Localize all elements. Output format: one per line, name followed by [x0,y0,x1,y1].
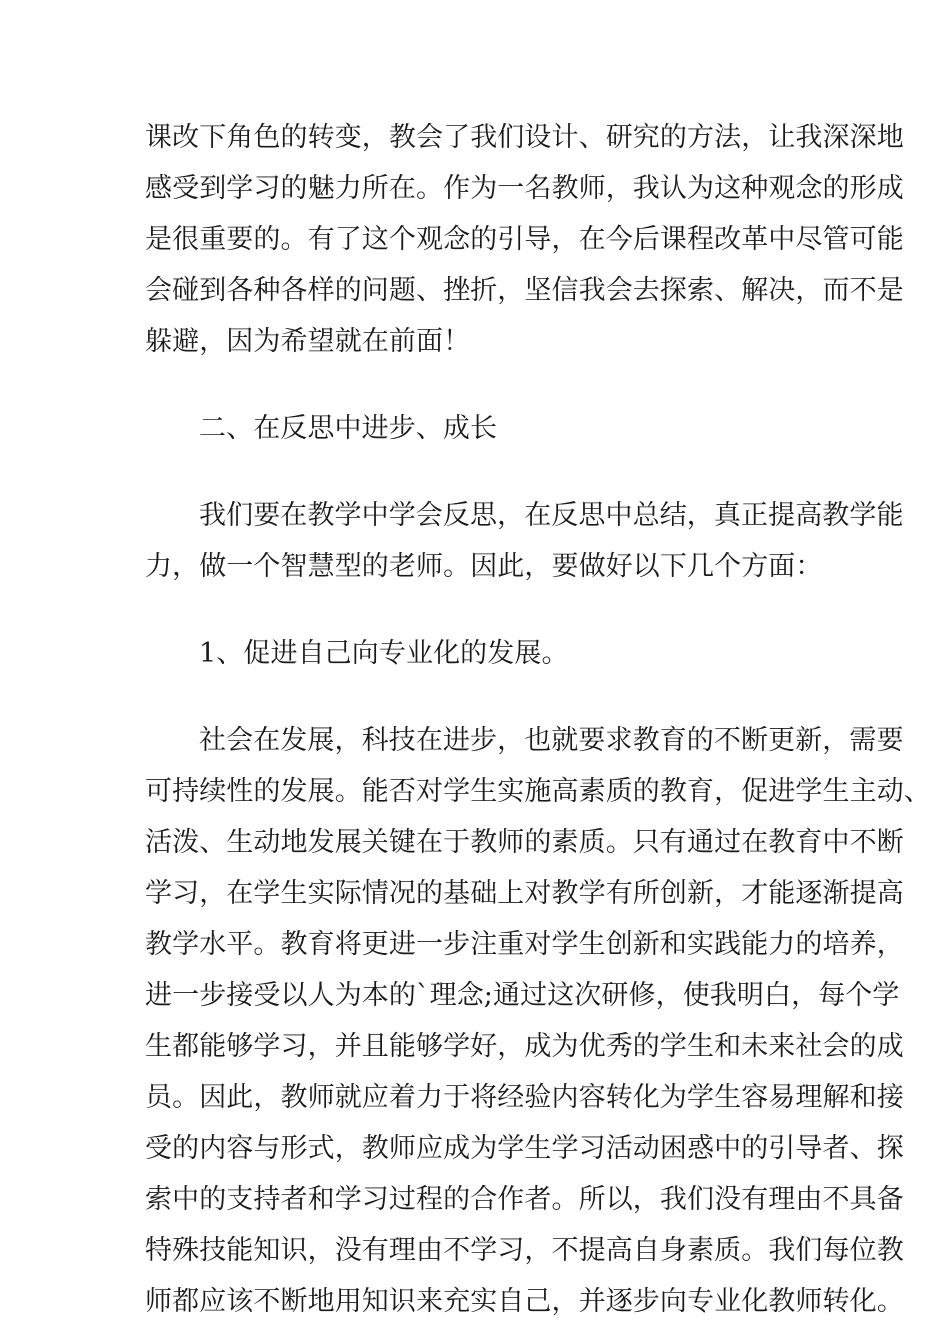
paragraph-1 [145,112,904,367]
text-line: 员。因此，教师就应着力于将经验内容转化为学生容易理解和接 [145,1082,904,1113]
paragraph-gap [145,367,810,403]
paragraph-gap [145,592,810,628]
text-line: 力，做一个智慧型的老师。因此，要做好以下几个方面： [145,551,823,582]
section-heading [145,403,810,454]
text-line: 躲避，因为希望就在前面！ [145,326,471,357]
text-line: 受的内容与形式，教师应成为学生学习活动困惑中的引导者、探 [145,1133,904,1164]
text-line: 师都应该不断地用知识来充实自己，并逐步向专业化教师转化。 [145,1286,904,1317]
text-line: 教学水平。教育将更进一步注重对学生创新和实践能力的培养， [145,929,904,960]
text-line: 我们要在教学中学会反思，在反思中总结，真正提高教学能 [199,500,904,531]
text-line: 可持续性的发展。能否对学生实施高素质的教育，促进学生主动、 [145,776,931,807]
text-line: 学习，在学生实际情况的基础上对教学有所创新，才能逐渐提高 [145,878,904,909]
text-line: 是很重要的。有了这个观念的引导，在今后课程改革中尽管可能 [145,224,904,255]
text-line: 课改下角色的转变，教会了我们设计、研究的方法，让我深深地 [145,122,904,153]
text-line: 进一步接受以人为本的`理念;通过这次研修，使我明白，每个学 [145,980,900,1011]
paragraph-3 [145,715,931,1327]
paragraph-gap [145,454,810,490]
text-line: 特殊技能知识，没有理由不学习，不提高自身素质。我们每位教 [145,1235,904,1266]
document-body [145,112,931,1327]
text-line: 索中的支持者和学习过程的合作者。所以，我们没有理由不具备 [145,1184,904,1215]
text-line: 会碰到各种各样的问题、挫折，坚信我会去探索、解决，而不是 [145,275,904,306]
text-line: 生都能够学习，并且能够学好，成为优秀的学生和未来社会的成 [145,1031,904,1062]
heading-line: 二、在反思中进步、成长 [199,413,498,444]
subheading-line: 1、促进自己向专业化的发展。 [199,638,569,669]
text-line: 活泼、生动地发展关键在于教师的素质。只有通过在教育中不断 [145,827,904,858]
paragraph-2 [145,490,904,592]
text-line: 感受到学习的魅力所在。作为一名教师，我认为这种观念的形成 [145,173,904,204]
paragraph-gap [145,679,810,715]
subheading [145,628,810,679]
text-line: 社会在发展，科技在进步，也就要求教育的不断更新，需要 [199,725,904,756]
